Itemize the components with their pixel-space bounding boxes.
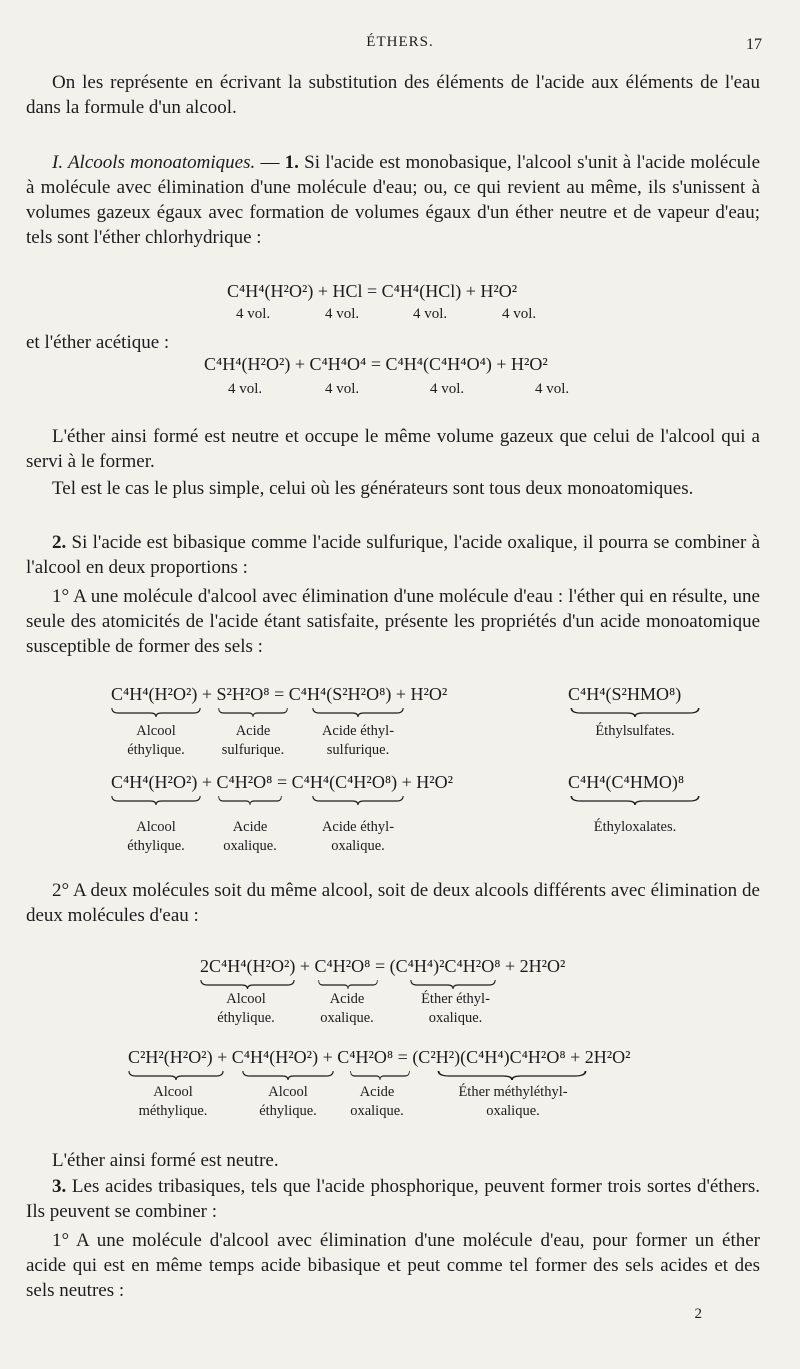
- paragraph-acetic-intro: et l'éther acétique :: [26, 332, 170, 353]
- formula-ethyloxalate: C⁴H⁴(C⁴HMO)⁸: [568, 772, 685, 792]
- item-number: 3.: [52, 1176, 67, 1197]
- volume-label: 4 vol.: [502, 306, 537, 322]
- volume-label: 4 vol.: [325, 381, 360, 397]
- underbrace: [570, 795, 700, 805]
- underbrace: [218, 707, 288, 717]
- paragraph-section-3: [26, 1174, 760, 1224]
- label-alcool-ethylique: Alcool éthylique.: [127, 819, 185, 854]
- paragraph-simple-case: Tel est le cas le plus simple, celui où les générateurs sont tous deux monoatomiques.: [52, 478, 694, 499]
- volume-label: 4 vol.: [325, 306, 360, 322]
- label-acide-ethylsulfurique: Acide éthyl- sulfurique.: [321, 723, 395, 758]
- label-acide-ethyloxalique: Acide éthyl- oxalique.: [321, 819, 395, 854]
- equation-acetic: C⁴H⁴(H²O²) + C⁴H⁴O⁴ = C⁴H⁴(C⁴H⁴O⁴) + H²O²: [204, 354, 548, 374]
- paragraph-tribasic-first: 1° A une molécule d'alcool avec élimination d'une molécule d'eau, pour former un éther acide qui est en même temps acide bibasique et peut comme tel former des sels acides et des sels neutres :: [26, 1230, 760, 1301]
- section-2-text: Si l'acide est bibasique comme l'acide sulfurique, l'acide oxalique, il pourra se combiner à l'alcool en deux proportions :: [26, 532, 761, 578]
- underbrace: [218, 795, 282, 805]
- underbrace: [111, 707, 201, 717]
- underbrace: [312, 795, 404, 805]
- paragraph-neutral-ether-2: L'éther ainsi formé est neutre.: [52, 1150, 279, 1171]
- paragraph-neutral-ether: L'éther ainsi formé est neutre et occupe le même volume gazeux que celui de l'alcool qui a servi à le former.: [26, 426, 760, 472]
- section-heading: I. Alcools monoatomiques.: [52, 152, 256, 173]
- equation-oxalic: C⁴H⁴(H²O²) + C⁴H²O⁸ = C⁴H⁴(C⁴H²O⁸) + H²O²: [111, 772, 454, 792]
- label-acide-oxalique: Acide oxalique.: [320, 991, 374, 1026]
- label-alcool-ethylique: Alcool éthylique.: [259, 1084, 317, 1119]
- label-ether-methylethyloxalique: Éther méthyléthyl- oxalique.: [458, 1084, 568, 1119]
- volume-label: 4 vol.: [535, 381, 570, 397]
- underbrace: [570, 707, 700, 717]
- volume-label: 4 vol.: [413, 306, 448, 322]
- label-alcool-ethylique: Alcool éthylique.: [217, 991, 275, 1026]
- section-3-text: Les acides tribasiques, tels que l'acide phosphorique, peuvent former trois sortes d'éthers. Ils peuvent se combiner :: [26, 1176, 760, 1222]
- paragraph-section-1: I. Alcools monoatomiques. — 1. Si l'acide est monobasique, l'alcool s'unit à l'acide molécule à molécule avec élimination d'une molécule d'eau; ou, ce qui revient au même, ils s'unissent à volumes gazeux égaux avec formation de volumes égaux d'un éther neutre et de vapeur d'eau; tels sont l'éther chlorhydrique :: [26, 152, 761, 248]
- volume-label: 4 vol.: [236, 306, 271, 322]
- paragraph-section-2: [26, 530, 760, 580]
- underbrace: [242, 1070, 334, 1080]
- underbrace: [128, 1070, 224, 1080]
- page-number: 17: [746, 36, 762, 53]
- equation-methylethyl-oxalate: C²H²(H²O²) + C⁴H⁴(H²O²) + C⁴H²O⁸ = (C²H²)(C⁴H⁴)C⁴H²O⁸ + 2H²O²: [128, 1047, 631, 1067]
- label-alcool-methylique: Alcool méthylique.: [138, 1084, 208, 1119]
- section-1-text: Si l'acide est monobasique, l'alcool s'unit à l'acide molécule à molécule avec élimination d'une molécule d'eau; ou, ce qui revient au même, ils s'unissent à volumes gazeux égaux avec formation de volumes égaux d'un éther neutre et de vapeur d'eau; tels sont l'éther chlorhydrique :: [26, 152, 761, 248]
- item-number: 2.: [52, 532, 67, 553]
- running-header: ÉTHERS.: [366, 34, 434, 50]
- label-ether-ethyloxalique: Éther éthyl- oxalique.: [421, 991, 490, 1026]
- underbrace: [350, 1070, 410, 1080]
- volume-label: 4 vol.: [228, 381, 263, 397]
- paragraph-one-molecule: 1° A une molécule d'alcool avec élimination d'une molécule d'eau : l'éther qui en résulte, une seule des atomicités de l'acide étant satisfaite, présente les propriétés d'un acide monoatomique susceptible de former des sels :: [26, 586, 760, 657]
- label-ethylsulfates: Éthylsulfates.: [595, 723, 675, 739]
- equation-chlorhydric: C⁴H⁴(H²O²) + HCl = C⁴H⁴(HCl) + H²O²: [227, 281, 518, 301]
- paragraph-intro: On les représente en écrivant la substitution des éléments de l'acide aux éléments de l'eau dans la formule d'un alcool.: [26, 72, 760, 118]
- underbrace: [200, 979, 295, 989]
- equation-diethyl-oxalate: 2C⁴H⁴(H²O²) + C⁴H²O⁸ = (C⁴H⁴)²C⁴H²O⁸ + 2H²O²: [200, 956, 566, 976]
- item-number: 1.: [284, 152, 299, 173]
- label-acide-oxalique: Acide oxalique.: [223, 819, 277, 854]
- underbrace: [410, 979, 496, 989]
- underbrace: [318, 979, 378, 989]
- label-acide-sulfurique: Acide sulfurique.: [221, 723, 285, 758]
- equation-sulfuric: C⁴H⁴(H²O²) + S²H²O⁸ = C⁴H⁴(S²H²O⁸) + H²O²: [111, 684, 448, 704]
- label-alcool-ethylique: Alcool éthylique.: [127, 723, 185, 758]
- formula-ethylsulfate: C⁴H⁴(S²HMO⁸): [568, 684, 682, 704]
- underbrace: [437, 1070, 587, 1080]
- underbrace: [312, 707, 404, 717]
- underbrace: [111, 795, 201, 805]
- label-ethyloxalates: Éthyloxalates.: [593, 819, 677, 835]
- signature-mark: 2: [694, 1306, 702, 1322]
- volume-label: 4 vol.: [430, 381, 465, 397]
- label-acide-oxalique: Acide oxalique.: [350, 1084, 404, 1119]
- paragraph-two-molecules: 2° A deux molécules soit du même alcool, soit de deux alcools différents avec élimination de deux molécules d'eau :: [26, 880, 760, 926]
